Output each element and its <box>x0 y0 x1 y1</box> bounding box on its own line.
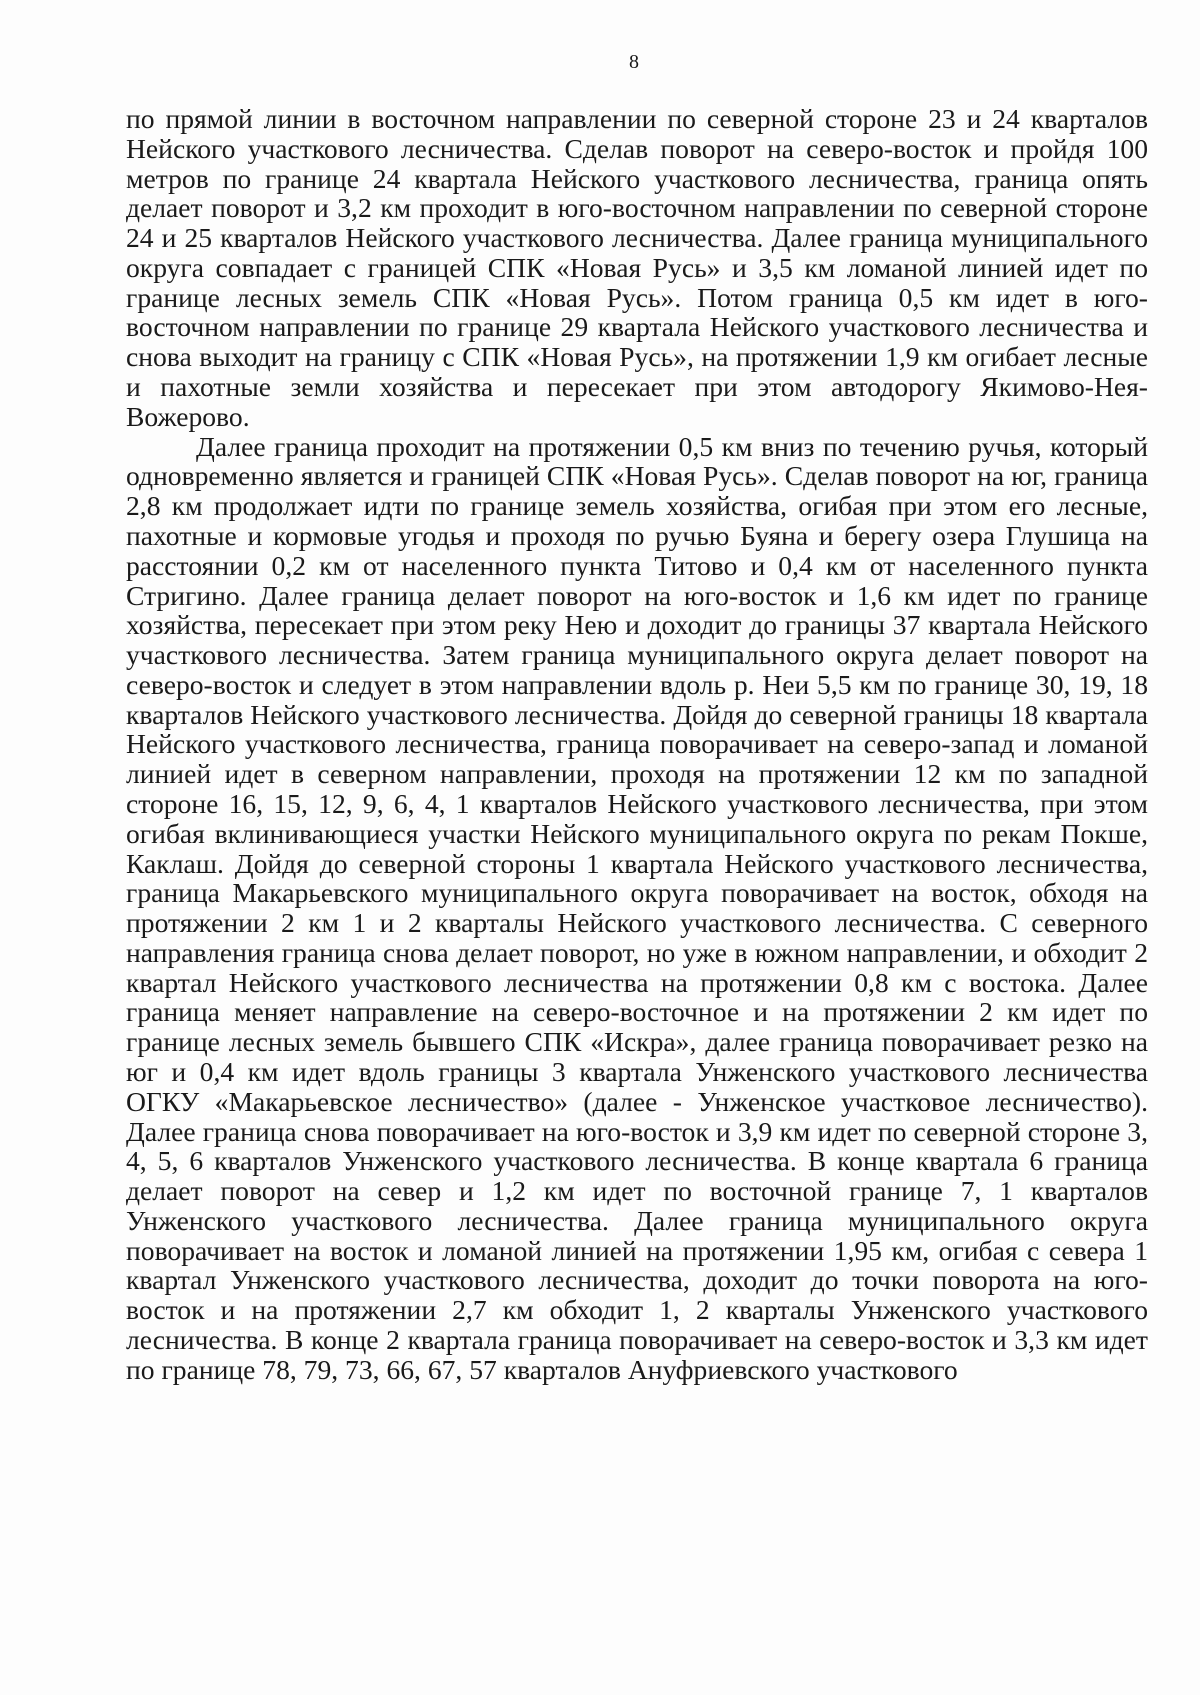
document-body <box>126 104 1148 1385</box>
page-number: 8 <box>629 51 639 73</box>
paragraph: Далее граница проходит на протяжении 0,5 км вниз по течению ручья, который одновременно является и границей СПК «Новая Русь». Сделав поворот на юг, граница 2,8 км продолжает идти по границе земель хозяйства, огибая при этом его лесные, пахотные и кормовые угодья и проходя по ручью Буяна и берегу озера Глушица на расстоянии 0,2 км от населенного пункта Титово и 0,4 км от населенного пункта Стригино. Далее граница делает поворот на юго-восток и 1,6 км идет по границе хозяйства, пересекает при этом реку Нею и доходит до границы 37 квартала Нейского участкового лесничества. Затем граница муниципального округа делает поворот на северо-восток и следует в этом направлении вдоль р. Неи 5,5 км по границе 30, 19, 18 кварталов Нейского участкового лесничества. Дойдя до северной границы 18 квартала Нейского участкового лесничества, граница поворачивает на северо-запад и ломаной линией идет в северном направлении, проходя на протяжении 12 км по западной стороне 16, 15, 12, 9, 6, 4, 1 кварталов Нейского участкового лесничества, при этом огибая вклинивающиеся участки Нейского муниципального округа по рекам Покше, Каклаш. Дойдя до северной стороны 1 квартала Нейского участкового лесничества, граница Макарьевского муниципального округа поворачивает на восток, обходя на протяжении 2 км 1 и 2 кварталы Нейского участкового лесничества. С северного направления граница снова делает поворот, но уже в южном направлении, и обходит 2 квартал Нейского участкового лесничества на протяжении 0,8 км с востока. Далее граница меняет направление на северо-восточное и на протяжении 2 км идет по границе лесных земель бывшего СПК «Искра», далее граница поворачивает резко на юг и 0,4 км идет вдоль границы 3 квартала Унженского участкового лесничества ОГКУ «Макарьевское лесничество» (далее - Унженское участковое лесничество). Далее граница снова поворачивает на юго-восток и 3,9 км идет по северной стороне 3, 4, 5, 6 кварталов Унженского участкового лесничества. В конце квартала 6 граница делает поворот на север и 1,2 км идет по восточной границе 7, 1 кварталов Унженского участкового лесничества. Далее граница муниципального округа поворачивает на восток и ломаной линией на протяжении 1,95 км, огибая с севера 1 квартал Унженского участкового лесничества, доходит до точки поворота на юго-восток и на протяжении 2,7 км обходит 1, 2 кварталы Унженского участкового лесничества. В конце 2 квартала граница поворачивает на северо-восток и 3,3 км идет по границе 78, 79, 73, 66, 67, 57 кварталов Ануфриевского участкового <box>126 430 1148 1385</box>
paragraph-continued: по прямой линии в восточном направлении по северной стороне 23 и 24 кварталов Нейского участкового лесничества. Сделав поворот на северо-восток и пройдя 100 метров по границе 24 квартала Нейского участкового лесничества, граница опять делает поворот и 3,2 км проходит в юго-восточном направлении по северной стороне 24 и 25 кварталов Нейского участкового лесничества. Далее граница муниципального округа совпадает с границей СПК «Новая Русь» и 3,5 км ломаной линией идет по границе лесных земель СПК «Новая Русь». Потом граница 0,5 км идет в юго-восточном направлении по границе 29 квартала Нейского участкового лесничества и снова выходит на границу с СПК «Новая Русь», на протяжении 1,9 км огибает лесные и пахотные земли хозяйства и пересекает при этом автодорогу Якимово-Нея-Вожерово. <box>126 103 1148 432</box>
